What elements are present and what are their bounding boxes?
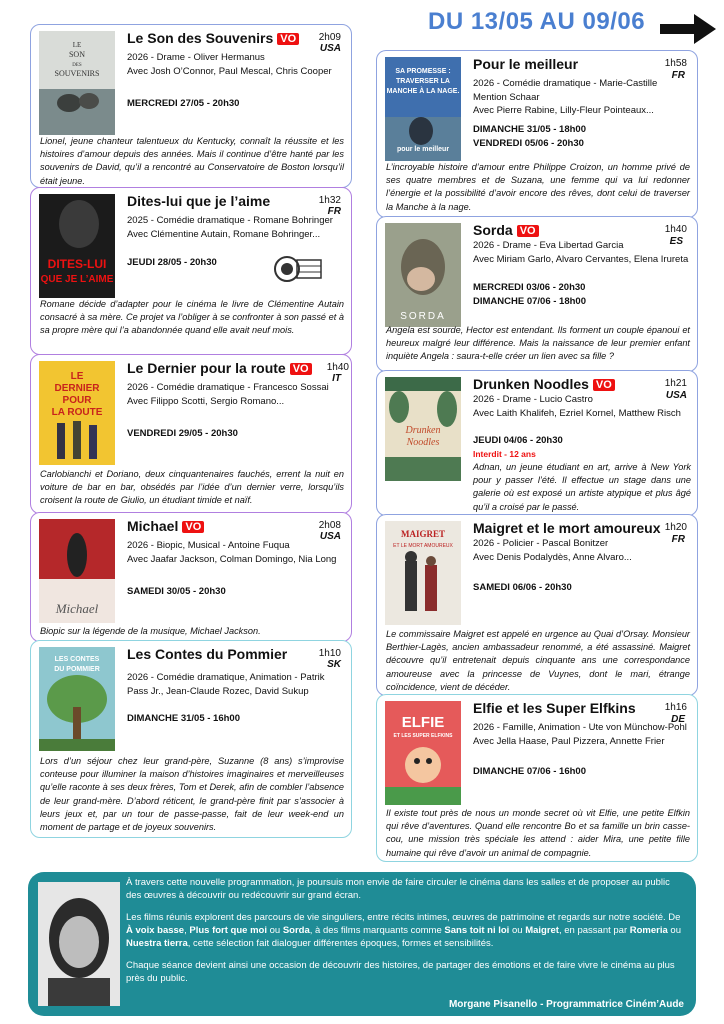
- svg-text:ET LE MORT AMOUREUX: ET LE MORT AMOUREUX: [393, 543, 453, 549]
- film-country: SK: [327, 659, 341, 670]
- svg-text:Drunken: Drunken: [405, 425, 441, 436]
- film-country: FR: [327, 206, 341, 217]
- svg-text:LE: LE: [72, 41, 82, 49]
- film-info: 2026 - Policier - Pascal Bonitzer Avec Denis Podalydès, Anne Alvaro...: [473, 538, 632, 563]
- svg-text:DU POMMIER: DU POMMIER: [54, 666, 100, 673]
- session-time: VENDREDI 29/05 - 20h30: [127, 428, 238, 439]
- film-duration: 1h58: [664, 58, 687, 69]
- poster-sorda: [385, 223, 461, 327]
- svg-text:MANCHE À LA NAGE.: MANCHE À LA NAGE.: [386, 88, 460, 95]
- svg-text:DES: DES: [72, 63, 82, 68]
- arrow-right-icon: [660, 12, 716, 46]
- film-info: 2026 - Drame - Eva Libertad Garcia Avec Miriam Garlo, Alvaro Cervantes, Elena Irureta: [473, 240, 689, 265]
- poster-son-des-souvenirs: [39, 31, 115, 135]
- film-info: 2026 - Comédie dramatique - Francesco Sossai Avec Filippo Scotti, Sergio Romano...: [127, 382, 329, 407]
- svg-text:LE: LE: [70, 371, 84, 382]
- poster-dernier-pour-la-route: [39, 361, 115, 465]
- film-info: 2026 - Drame - Oliver Hermanus Avec Josh O’Connor, Paul Mescal, Chris Cooper: [127, 52, 332, 77]
- session-time: DIMANCHE 31/05 - 18h00 VENDREDI 05/06 - 20h30: [473, 124, 586, 149]
- svg-text:DERNIER: DERNIER: [54, 383, 100, 394]
- svg-text:ELFIE: ELFIE: [401, 714, 445, 731]
- svg-text:Michael: Michael: [55, 601, 99, 616]
- film-country: USA: [665, 390, 687, 401]
- svg-text:SA PROMESSE :: SA PROMESSE :: [395, 68, 451, 75]
- film-info: 2026 - Comédie dramatique, Animation - Patrik Pass Jr., Jean-Claude Rozec, David Sukup: [127, 672, 325, 697]
- film-synopsis: Lionel, jeune chanteur talentueux du Kentucky, connaît la réussite et les histoires d’amour depuis des années. Mais il continue d’être hanté par les souvenirs de David, qu’il a rencontré au Conservatoire de Boston lorsqu’il était jeune.: [40, 136, 344, 186]
- film-country: IT: [332, 373, 341, 384]
- film-country: USA: [319, 531, 341, 542]
- film-title: Michael VO: [127, 518, 204, 534]
- film-synopsis: Le commissaire Maigret est appelé en urgence au Quai d’Orsay. Monsieur Berthier-Lagès, ancien ambassadeur renommé, a été assassiné. Maigret découvre qu’il entretenait depuis cinquante ans une correspondance amoureuse avec la princesse de Vuynes, dont le mari, étrange coïncidence, vient de décéder.: [386, 629, 690, 692]
- date-range-title: DU 13/05 AU 09/06: [428, 8, 646, 35]
- film-info: 2026 - Famille, Animation - Ute von Münchow-Pohl Avec Jella Haase, Paul Pizzera, Annette Frier: [473, 722, 687, 747]
- film-duration: 1h32: [318, 195, 341, 206]
- film-logo-icon: [273, 252, 325, 286]
- film-title: Elfie et les Super Elfkins: [473, 700, 636, 716]
- film-synopsis: Biopic sur la légende de la musique, Michael Jackson.: [40, 626, 261, 636]
- poster-maigret: [385, 521, 461, 625]
- session-time: MERCREDI 27/05 - 20h30: [127, 98, 240, 109]
- svg-text:SOUVENIRS: SOUVENIRS: [54, 69, 100, 78]
- film-card-elfie: [376, 694, 698, 862]
- film-duration: 1h16: [664, 702, 687, 713]
- film-country: USA: [319, 43, 341, 54]
- film-info: 2026 - Biopic, Musical - Antoine Fuqua Avec Jaafar Jackson, Colman Domingo, Nia Long: [127, 540, 337, 565]
- film-duration: 1h40: [664, 224, 687, 235]
- editorial-panel: [28, 872, 696, 1016]
- film-card-sorda: [376, 216, 698, 372]
- film-duration: 2h08: [318, 520, 341, 531]
- poster-dites-lui: [39, 194, 115, 298]
- vo-badge: VO: [290, 363, 312, 375]
- film-country: FR: [671, 70, 685, 81]
- svg-text:SORDA: SORDA: [400, 311, 446, 322]
- vo-badge: VO: [593, 379, 615, 391]
- session-time: SAMEDI 30/05 - 20h30: [127, 586, 226, 597]
- svg-text:LA ROUTE: LA ROUTE: [51, 407, 103, 418]
- film-duration: 1h40: [326, 362, 349, 373]
- film-card-contes-du-pommier: [30, 640, 352, 838]
- film-country: ES: [669, 236, 683, 247]
- film-card-michael: [30, 512, 352, 642]
- svg-text:DITES-LUI: DITES-LUI: [47, 257, 107, 271]
- poster-elfie: [385, 701, 461, 805]
- vo-badge: VO: [182, 521, 204, 533]
- svg-text:ET LES SUPER ELFKINS: ET LES SUPER ELFKINS: [393, 733, 453, 739]
- film-synopsis: Adnan, un jeune étudiant en art, arrive à New York pour y passer l’été. Il effectue un stage dans une galerie où est exposé un artiste atypique et plus âgé qu’il a croisé par le passé.: [473, 462, 691, 512]
- vo-badge: VO: [517, 225, 539, 237]
- session-time: JEUDI 28/05 - 20h30: [127, 257, 217, 268]
- poster-contes-du-pommier: [39, 647, 115, 751]
- film-card-drunken-noodles: [376, 370, 698, 516]
- svg-text:Noodles: Noodles: [406, 437, 440, 448]
- film-title: Dites-lui que je l’aime: [127, 193, 271, 209]
- svg-text:QUE JE L’AIME: QUE JE L’AIME: [40, 274, 114, 285]
- film-duration: 1h20: [664, 522, 687, 533]
- film-title: Le Dernier pour la route VO: [127, 360, 312, 376]
- programmer-portrait: [38, 882, 120, 1006]
- poster-pour-le-meilleur: [385, 57, 461, 161]
- session-time: DIMANCHE 07/06 - 16h00: [473, 766, 586, 777]
- film-synopsis: Il existe tout près de nous un monde secret où vit Elfie, une petite Elfkin qui rêve d’aventures. Quand elle rencontre Bo et sa famille un brin casse-cou, une mission très spéciale les attend : aider Mira, une petite fille humaine qui rêve d’avoir un animal de compagnie.: [386, 808, 690, 858]
- film-synopsis: Romane décide d’adapter pour le cinéma le livre de Clémentine Autain consacré à sa mère. Ce projet va l’obliger à se confronter à son passé et à sa propre mère qui l’a abandonnée quand elle avait neuf mois.: [40, 299, 344, 336]
- editorial-signature: Morgane Pisanello - Programmatrice Ciném’Aude: [448, 999, 684, 1010]
- session-time: JEUDI 04/06 - 20h30: [473, 435, 563, 446]
- film-synopsis: Lors d’un séjour chez leur grand-père, Suzanne (8 ans) s’improvise conteuse pour illuminer la maison d’histoires imaginaires et merveilleuses qu’elle raconte à ses deux frères, Tom et Derek, afin de combler l’absence de leur grand-mère. D’abord réticent, le grand-père finit par s’associer à leurs jeux et, par un tour de passe-passe, fait de leur week-end un moment de partage et de joyeux souvenirs.: [40, 756, 344, 833]
- film-info: 2026 - Comédie dramatique - Marie-Castille Mention Schaar Avec Pierre Rabine, Lilly-Fleur Pointeaux...: [473, 78, 658, 116]
- film-duration: 1h10: [318, 648, 341, 659]
- film-card-dernier-pour-la-route: [30, 354, 352, 514]
- poster-michael: [39, 519, 115, 623]
- poster-drunken-noodles: [385, 377, 461, 481]
- film-country: DE: [671, 714, 685, 725]
- film-card-dites-lui: [30, 187, 352, 355]
- svg-text:MAIGRET: MAIGRET: [400, 529, 446, 539]
- film-title: Drunken Noodles VO: [473, 376, 615, 392]
- svg-text:TRAVERSER LA: TRAVERSER LA: [396, 78, 450, 85]
- film-card-son-des-souvenirs: [30, 24, 352, 188]
- film-title: Le Son des Souvenirs VO: [127, 30, 299, 46]
- film-synopsis: L’incroyable histoire d’amour entre Philippe Croizon, un homme privé de ses quatre membres et de Suzana, une femme qui va lui redonner l’énergie et la possibilité d’avoir encore des rêves, dont celui de traverser la Manche à la nage.: [386, 162, 690, 212]
- film-card-maigret: [376, 514, 698, 696]
- film-country: FR: [671, 534, 685, 545]
- film-synopsis: Carlobianchi et Doriano, deux cinquantenaires fauchés, errent la nuit en voiture de bar en bar, obsédés par l’idée d’un dernier verre, lorsqu’ils croisent la route de Giulio, un étudiant timide et naïf.: [40, 469, 344, 506]
- svg-text:LES CONTES: LES CONTES: [54, 656, 100, 663]
- svg-text:POUR: POUR: [62, 395, 92, 406]
- film-info: 2025 - Comédie dramatique - Romane Bohringer Avec Clémentine Autain, Romane Bohringer...: [127, 215, 333, 240]
- film-title: Maigret et le mort amoureux: [473, 520, 661, 536]
- film-duration: 1h21: [664, 378, 687, 389]
- film-duration: 2h09: [318, 32, 341, 43]
- editorial-text: À travers cette nouvelle programmation, je poursuis mon envie de faire circuler le cinéma dans les salles et de proposer au public des œuvres à découvrir ou redécouvrir sur grand écran. Les films réunis explorent des parcours de vie singuliers, entre récits intimes, œuvres de patrimoine et regards sur notre société. De À voix basse, Plus fort que moi ou Sorda, à des films marquants comme Sans toit ni loi ou Maigret, en passant par Romeria ou Nuestra tierra, cette sélection fait dialoguer différentes époques, formes et sensibilités. Chaque séance devient ainsi une occasion de découvrir des histoires, de partager des émotions et de faire vivre le cinéma au plus près du public.: [126, 877, 681, 984]
- session-time: SAMEDI 06/06 - 20h30: [473, 582, 572, 593]
- svg-text:SON: SON: [68, 50, 86, 59]
- film-card-pour-le-meilleur: [376, 50, 698, 218]
- session-time: MERCREDI 03/06 - 20h30 DIMANCHE 07/06 - 18h00: [473, 282, 586, 307]
- svg-text:pour le meilleur: pour le meilleur: [396, 146, 450, 153]
- vo-badge: VO: [277, 33, 299, 45]
- film-title: Sorda VO: [473, 222, 539, 238]
- film-info: 2026 - Drame - Lucio Castro Avec Laith Khalifeh, Ezriel Kornel, Matthew Risch: [473, 394, 681, 419]
- film-title: Les Contes du Pommier: [127, 646, 288, 662]
- film-title: Pour le meilleur: [473, 56, 579, 72]
- film-synopsis: Angela est sourde, Hector est entendant. Ils forment un couple épanoui et heureux malgré leur différence. Mais la naissance de leur premier enfant inquiète Angela : saura-t-elle créer un lien avec sa fille ?: [386, 325, 690, 362]
- age-restriction: Interdit - 12 ans: [473, 449, 536, 459]
- session-time: DIMANCHE 31/05 - 16h00: [127, 713, 240, 724]
